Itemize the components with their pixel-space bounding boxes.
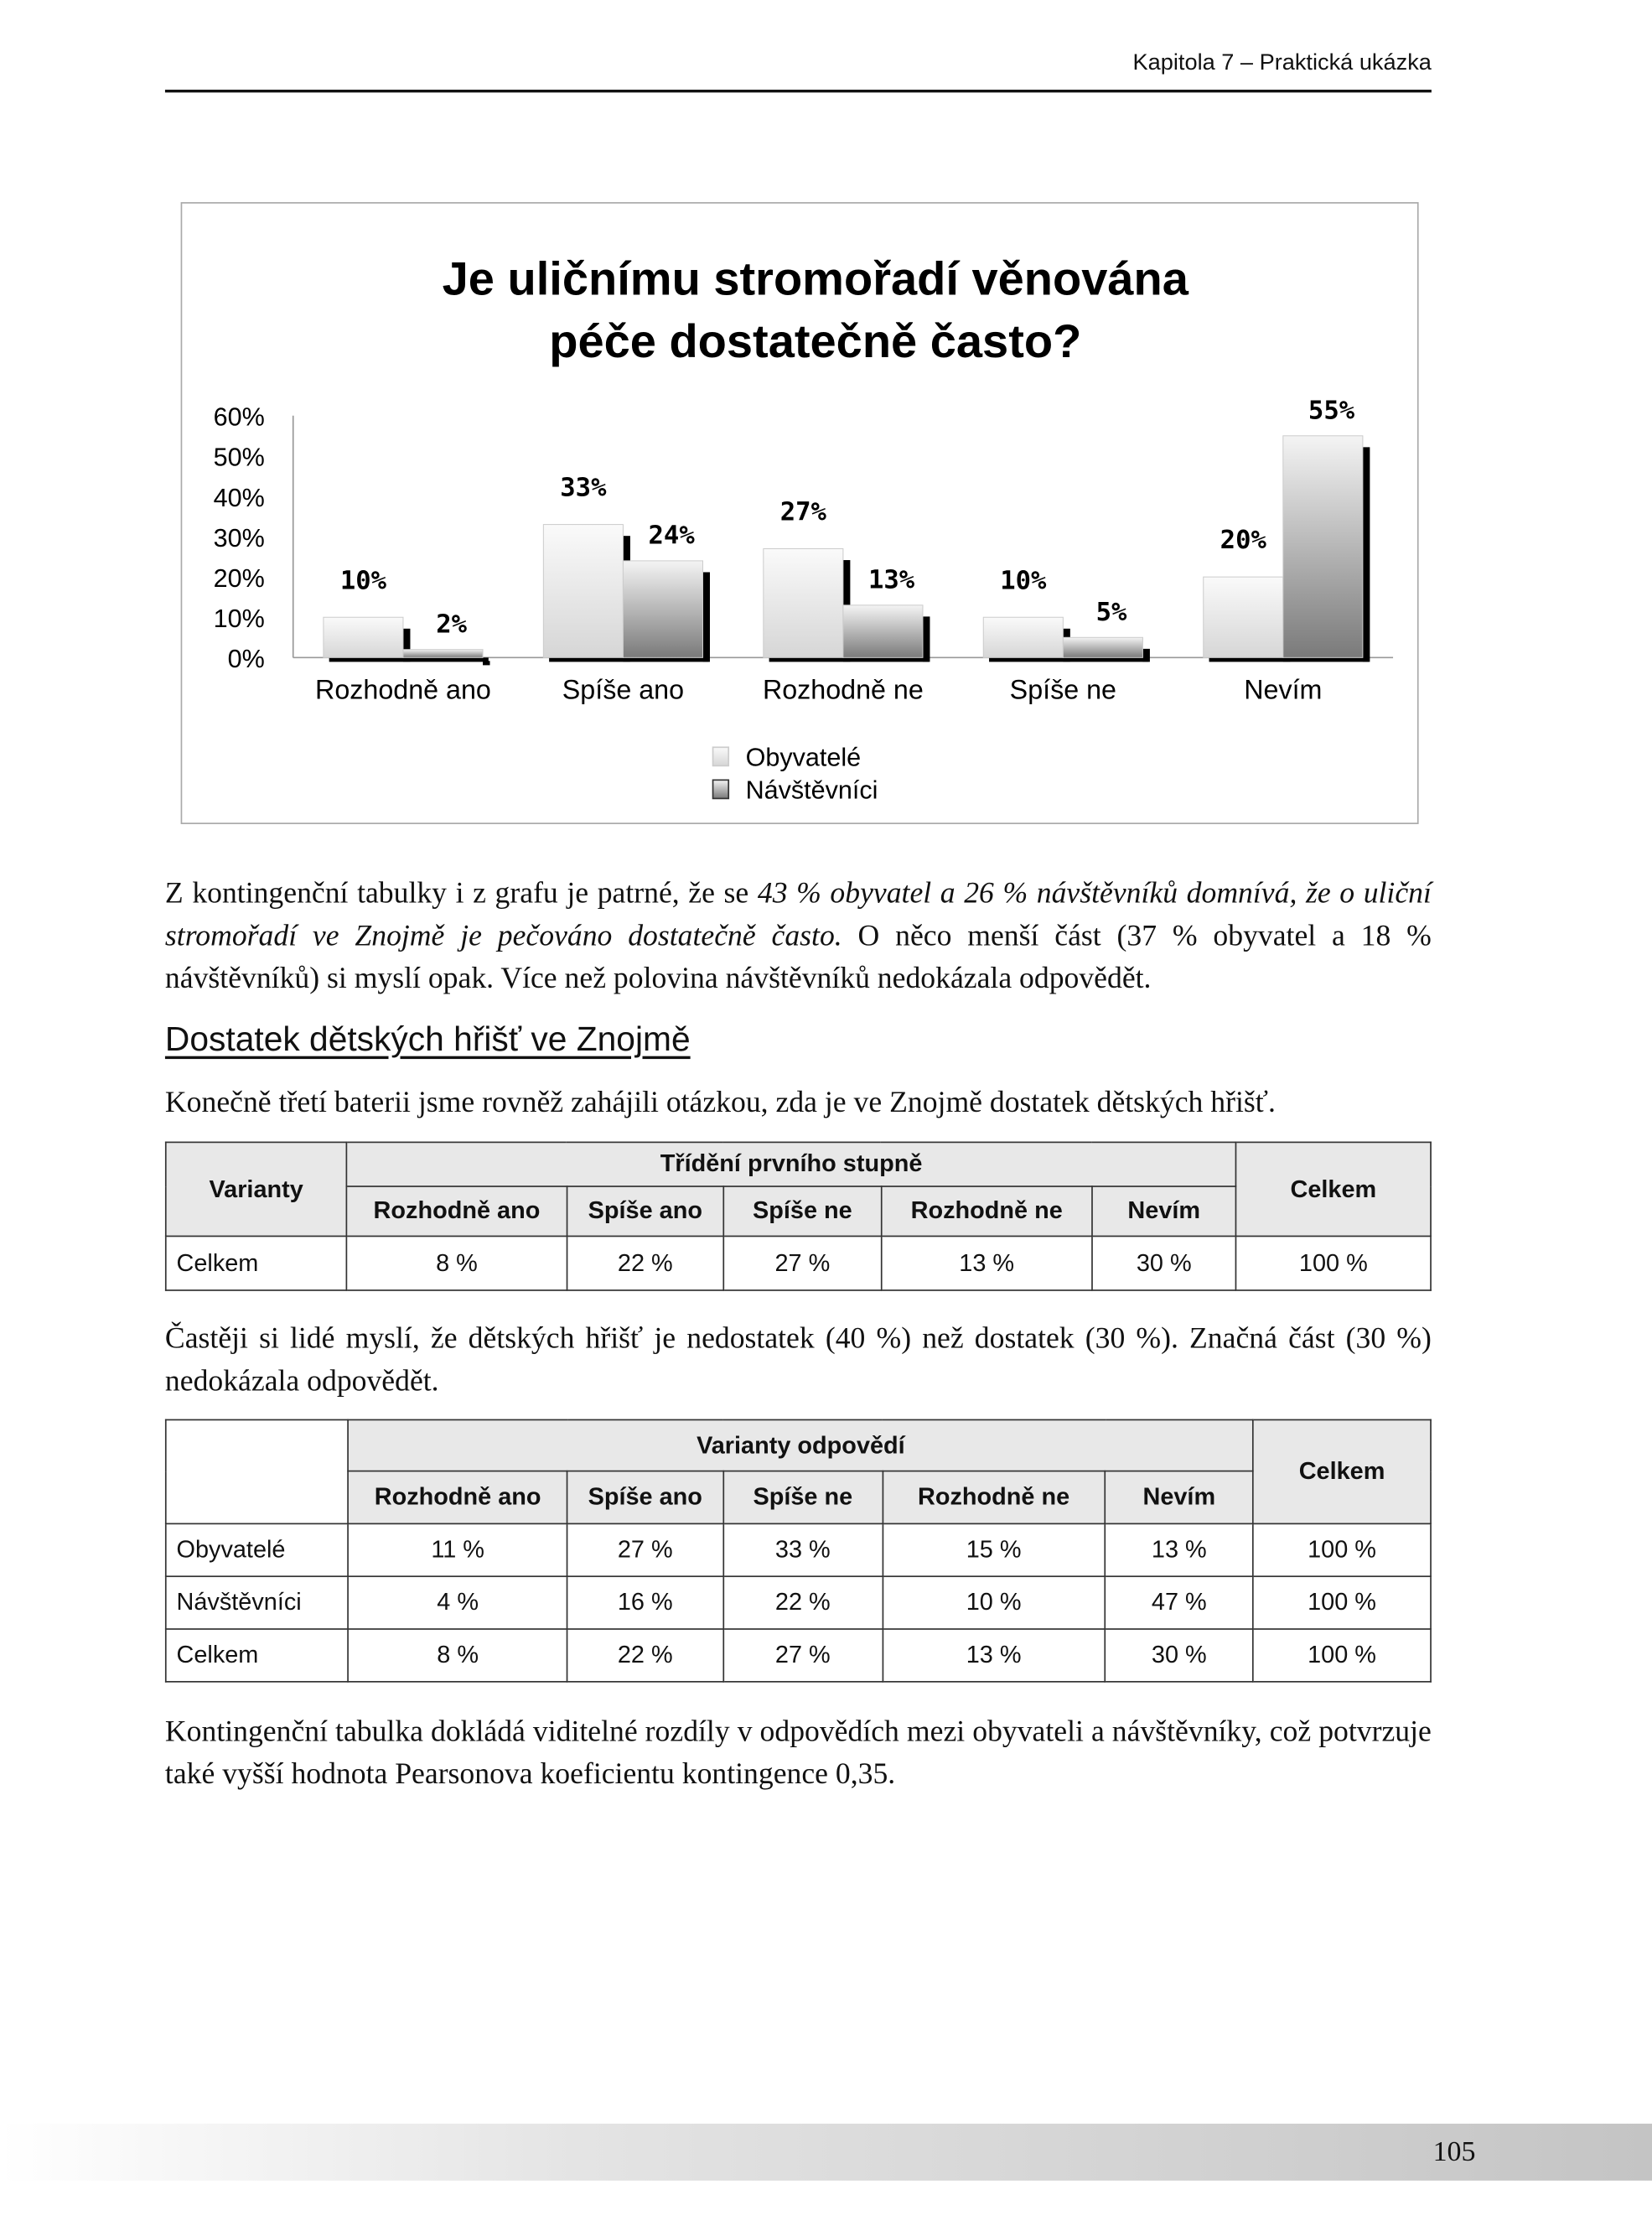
bar-shadow bbox=[769, 657, 849, 662]
cell: 27 % bbox=[723, 1629, 883, 1682]
legend-swatch-obyvatele bbox=[713, 747, 729, 765]
cell: 100 % bbox=[1236, 1236, 1431, 1290]
table-group-header: Třídění prvního stupně bbox=[346, 1142, 1235, 1186]
bar-shadow bbox=[1363, 447, 1370, 662]
table-1 bbox=[165, 1142, 1432, 1291]
emphasis-text: 43 % obyvatel a 26 % návštěvníků domnívá, že o uliční stromořadí ve Znojmě je pečováno dostatečně často. bbox=[164, 875, 1432, 952]
y-tick-label: 10% bbox=[213, 604, 265, 634]
table-corner-header: Varianty bbox=[166, 1142, 347, 1236]
table-total-header: Celkem bbox=[1236, 1142, 1431, 1236]
x-tick-label: Spíše ano bbox=[562, 674, 685, 705]
cell: 100 % bbox=[1253, 1523, 1431, 1576]
x-tick-label: Rozhodně ano bbox=[315, 674, 491, 705]
table-group-header: Varianty odpovědí bbox=[349, 1419, 1253, 1471]
cell: 100 % bbox=[1253, 1576, 1431, 1629]
data-label: 5% bbox=[1095, 597, 1127, 627]
data-label: 20% bbox=[1220, 526, 1266, 556]
data-label: 55% bbox=[1308, 396, 1355, 426]
bar-shadow bbox=[849, 657, 929, 662]
legend-label-obyvatele: Obyvatelé bbox=[745, 743, 862, 772]
column-header: Rozhodně ano bbox=[346, 1186, 567, 1236]
bar-navstevnici bbox=[1063, 637, 1142, 657]
cell: 8 % bbox=[346, 1236, 567, 1290]
cell: 22 % bbox=[567, 1629, 723, 1682]
paragraph-4: Kontingenční tabulka dokládá viditelné rozdíly v odpovědích mezi obyvateli a návštěvníky, což potvrzuje také vyšší hodnota Pearsonova koeficientu kontingence 0,35. bbox=[164, 1714, 1432, 1791]
cell: 27 % bbox=[723, 1236, 881, 1290]
x-tick-label: Rozhodně ne bbox=[762, 674, 924, 705]
row-label: Návštěvníci bbox=[166, 1576, 349, 1629]
table-total-header: Celkem bbox=[1253, 1419, 1431, 1523]
column-header: Nevím bbox=[1106, 1471, 1254, 1524]
bar-shadow bbox=[409, 657, 489, 662]
footer-band bbox=[0, 2124, 1652, 2181]
x-tick-label: Spíše ne bbox=[1009, 674, 1117, 705]
y-tick-label: 20% bbox=[213, 564, 265, 594]
table-row bbox=[166, 1236, 1431, 1290]
bar-obyvatele bbox=[983, 617, 1063, 657]
bar-shadow bbox=[1289, 657, 1369, 662]
data-label: 13% bbox=[868, 565, 915, 595]
column-header: Nevím bbox=[1092, 1186, 1236, 1236]
bar-navstevnici bbox=[843, 605, 923, 658]
x-tick-label: Nevím bbox=[1244, 674, 1323, 705]
data-label: 24% bbox=[648, 521, 695, 551]
y-tick-label: 30% bbox=[213, 523, 265, 553]
paragraph-2: Konečně třetí baterii jsme rovněž zahájili otázkou, zda je ve Znojmě dostatek dětských hřišť. bbox=[164, 1084, 1276, 1119]
cell: 15 % bbox=[883, 1523, 1106, 1576]
data-label: 2% bbox=[436, 610, 468, 640]
header-rule bbox=[165, 90, 1432, 92]
bar-obyvatele bbox=[543, 525, 623, 658]
cell: 22 % bbox=[567, 1236, 723, 1290]
bar-shadow bbox=[702, 572, 709, 662]
data-label: 27% bbox=[779, 497, 826, 527]
bar-navstevnici bbox=[403, 650, 483, 658]
bar-obyvatele bbox=[1204, 577, 1283, 657]
cell: 10 % bbox=[883, 1576, 1106, 1629]
cell: 4 % bbox=[349, 1576, 567, 1629]
data-label: 10% bbox=[339, 566, 387, 596]
table-corner-empty bbox=[166, 1419, 349, 1523]
bar-navstevnici bbox=[1283, 436, 1363, 658]
chart-title-line-1: Je uličnímu stromořadí věnována bbox=[442, 252, 1189, 305]
cell: 33 % bbox=[723, 1523, 883, 1576]
cell: 47 % bbox=[1106, 1576, 1254, 1629]
legend-swatch-navstevnici bbox=[713, 780, 729, 798]
row-label: Obyvatelé bbox=[166, 1523, 349, 1576]
y-tick-label: 0% bbox=[227, 645, 265, 674]
bar-navstevnici bbox=[623, 561, 702, 657]
y-tick-label: 40% bbox=[213, 483, 265, 512]
bar-shadow bbox=[1069, 657, 1148, 662]
table-row bbox=[166, 1523, 1431, 1576]
running-header: Kapitola 7 – Praktická ukázka bbox=[1132, 51, 1432, 75]
section-heading: Dostatek dětských hřišť ve Znojmě bbox=[164, 1020, 691, 1060]
data-label: 10% bbox=[1000, 566, 1047, 596]
table-row bbox=[166, 1629, 1431, 1682]
bar-obyvatele bbox=[764, 548, 843, 657]
table-row bbox=[166, 1576, 1431, 1629]
cell: 100 % bbox=[1253, 1629, 1431, 1682]
cell: 30 % bbox=[1106, 1629, 1254, 1682]
column-header: Rozhodně ne bbox=[882, 1186, 1092, 1236]
page-number: 105 bbox=[1432, 2136, 1476, 2168]
cell: 11 % bbox=[349, 1523, 567, 1576]
column-header: Spíše ano bbox=[567, 1471, 723, 1524]
column-header: Rozhodně ano bbox=[349, 1471, 567, 1524]
cell: 8 % bbox=[349, 1629, 567, 1682]
chart-svg bbox=[182, 204, 1417, 822]
column-header: Spíše ne bbox=[723, 1471, 883, 1524]
bar-shadow bbox=[1209, 657, 1289, 662]
row-label: Celkem bbox=[166, 1629, 349, 1682]
cell: 13 % bbox=[882, 1236, 1092, 1290]
chart-title-line-2: péče dostatečně často? bbox=[549, 314, 1082, 368]
bar-obyvatele bbox=[324, 617, 403, 657]
bar-chart bbox=[181, 202, 1419, 824]
y-tick-label: 60% bbox=[213, 402, 265, 432]
legend-label-navstevnici: Návštěvníci bbox=[745, 776, 878, 805]
paragraph-3: Častěji si lidé myslí, že dětských hřišť je nedostatek (40 %) než dostatek (30 %). Značná část (30 %) nedokázala odpovědět. bbox=[164, 1320, 1432, 1398]
bar-shadow bbox=[923, 616, 930, 662]
row-label: Celkem bbox=[166, 1236, 347, 1290]
column-header: Rozhodně ne bbox=[883, 1471, 1106, 1524]
text: O něco menší část (37 % obyvatel a 18 % návštěvníků) si myslí opak. Více než polovina návštěvníků nedokázala odpovědět. bbox=[164, 918, 1432, 995]
column-header: Spíše ano bbox=[567, 1186, 723, 1236]
cell: 27 % bbox=[567, 1523, 723, 1576]
cell: 13 % bbox=[1106, 1523, 1254, 1576]
cell: 13 % bbox=[883, 1629, 1106, 1682]
data-label: 33% bbox=[560, 473, 607, 503]
text: Z kontingenční tabulky i z grafu je patrné, že se bbox=[164, 875, 758, 910]
paragraph-1 bbox=[165, 871, 1432, 999]
bar-shadow bbox=[329, 657, 409, 662]
y-tick-label: 50% bbox=[213, 443, 265, 472]
cell: 16 % bbox=[567, 1576, 723, 1629]
bar-shadow bbox=[989, 657, 1069, 662]
bar-shadow bbox=[629, 657, 708, 662]
cell: 22 % bbox=[723, 1576, 883, 1629]
column-header: Spíše ne bbox=[723, 1186, 881, 1236]
table-2 bbox=[165, 1419, 1432, 1683]
cell: 30 % bbox=[1092, 1236, 1236, 1290]
bar-shadow bbox=[549, 657, 629, 662]
